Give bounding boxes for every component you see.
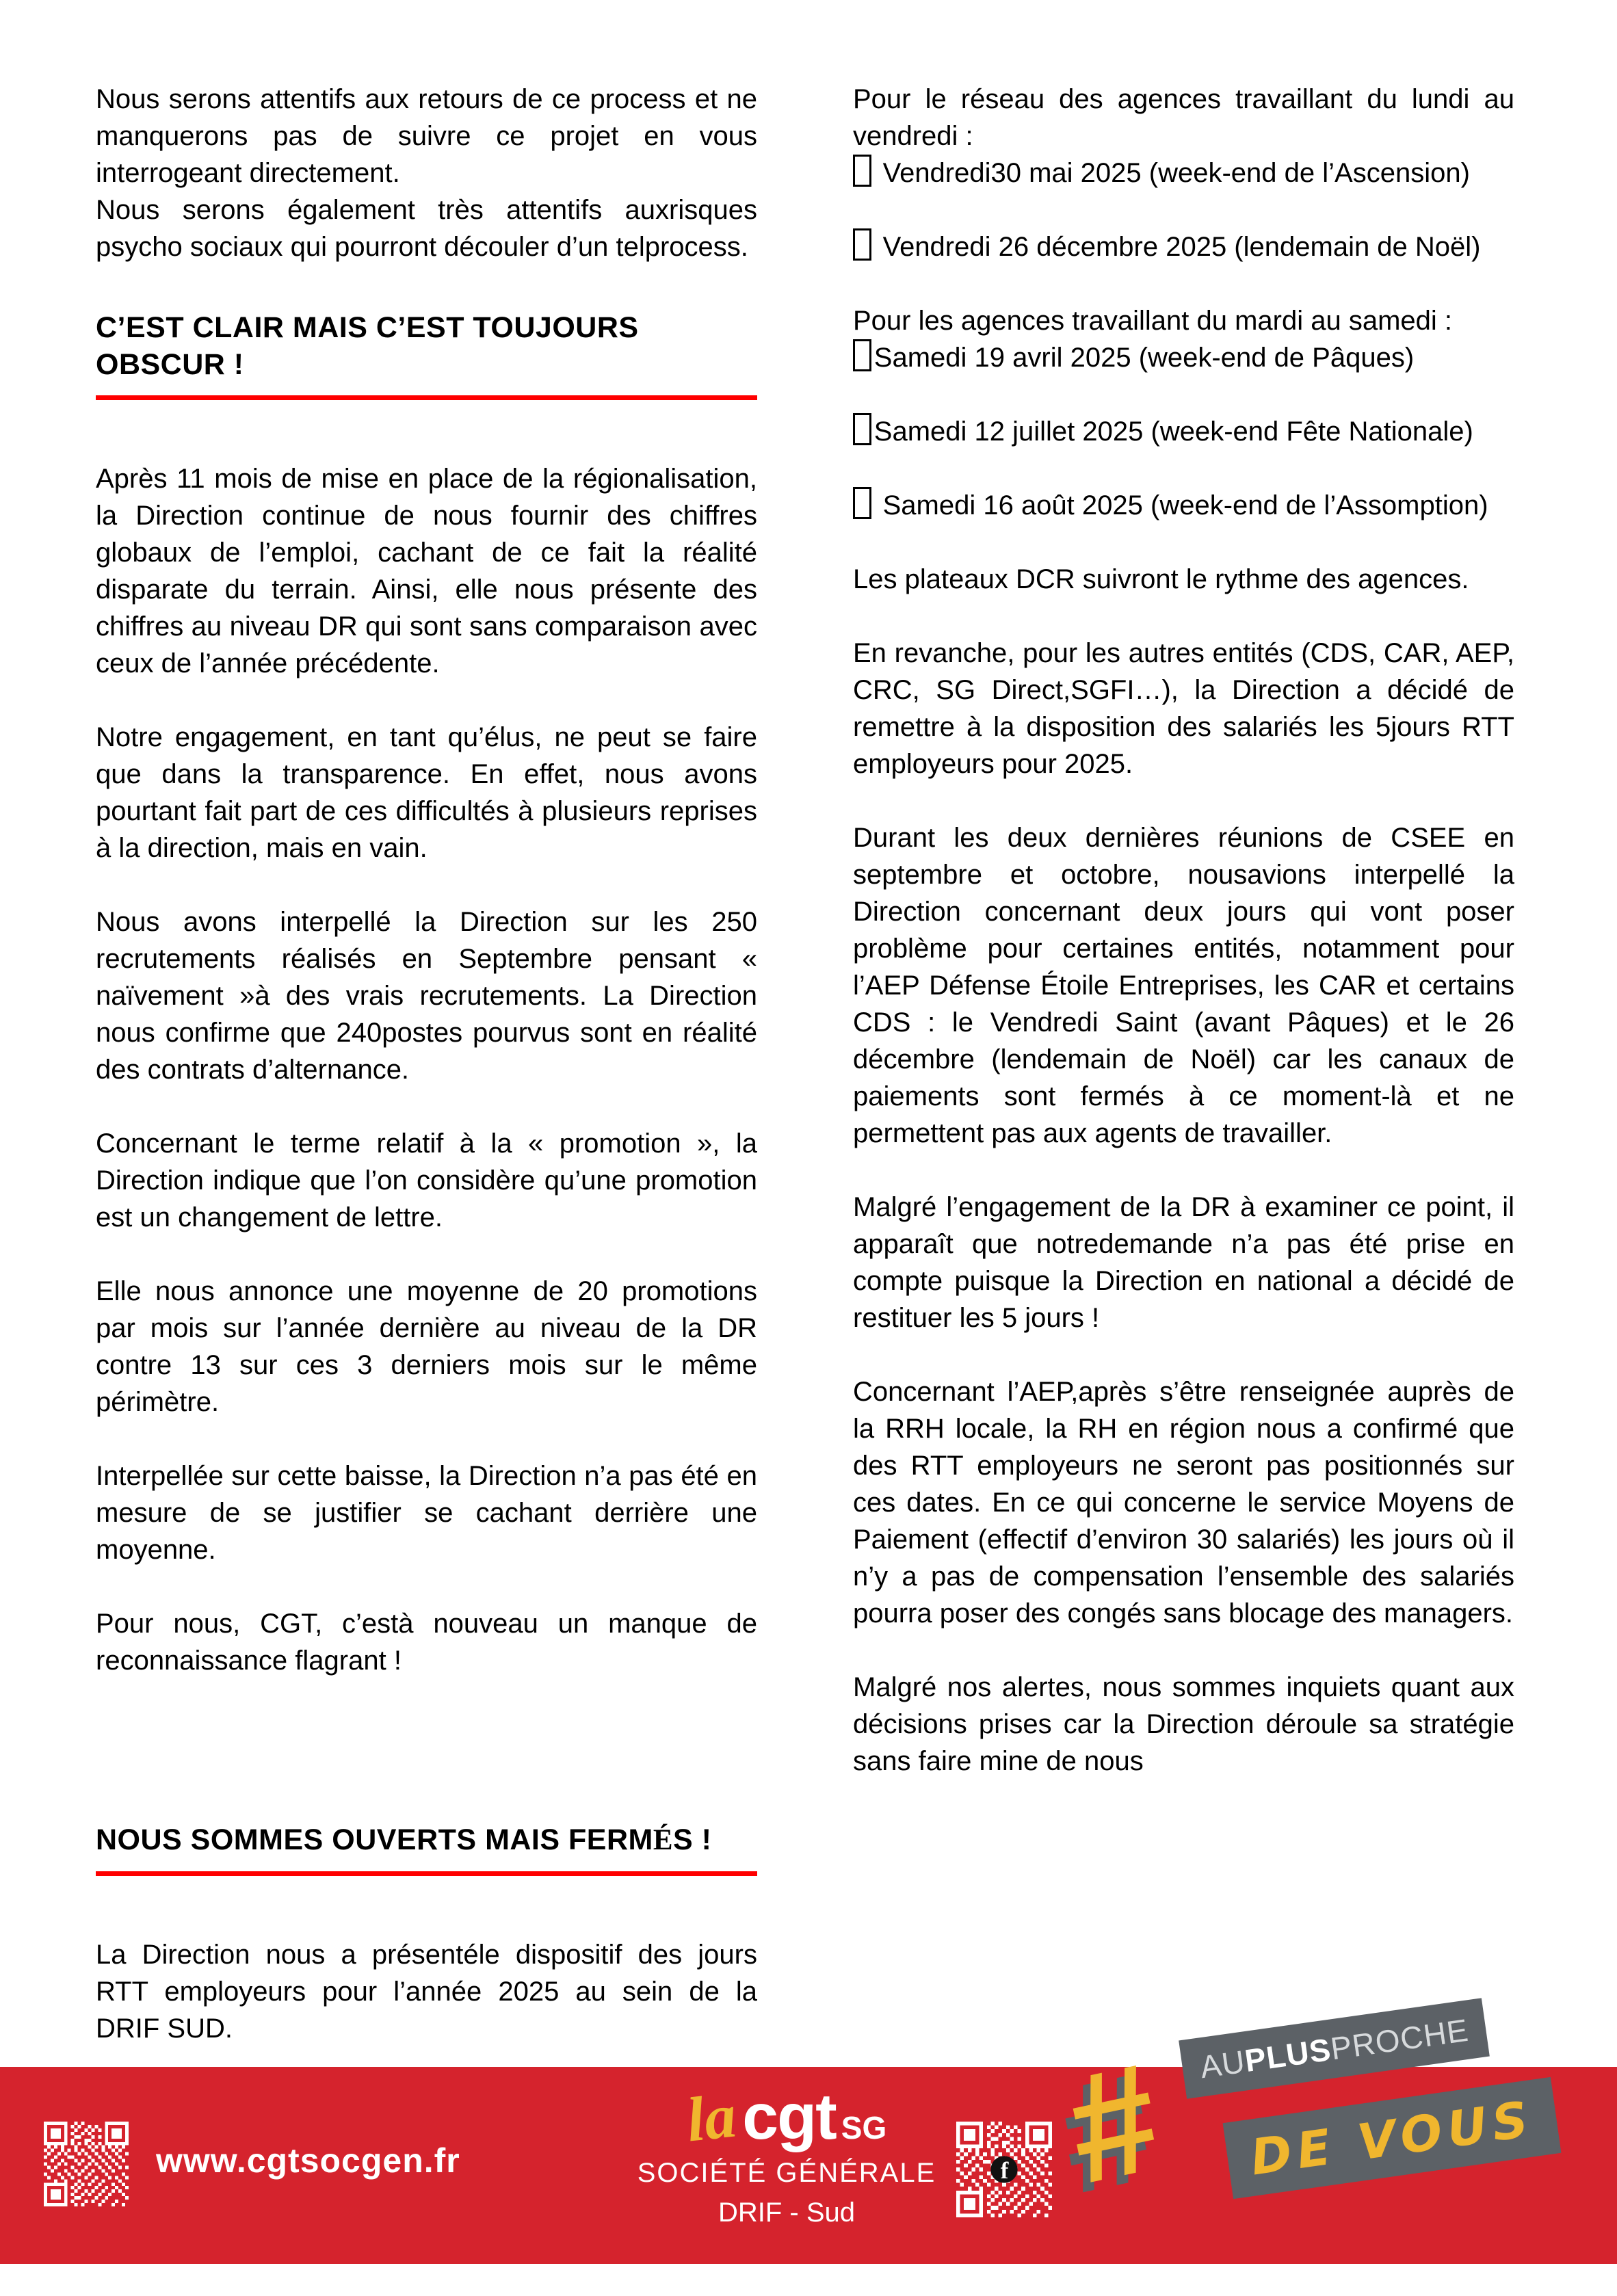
badge-line-de-vous: DE VOUS (1223, 2077, 1562, 2199)
tofu-box-icon (853, 339, 871, 371)
list-item-text: Samedi 12 juillet 2025 (week-end Fête Nationale) (873, 417, 1473, 447)
logo-cgt-text: cgt (742, 2081, 836, 2153)
list-item (853, 228, 1514, 265)
paragraph: Pour les agences travaillant du mardi au samedi : (853, 306, 1453, 336)
list-item-text: Vendredi30 mai 2025 (week-end de l’Ascension) (882, 158, 1470, 188)
paragraph: Nous serons attentifs aux retours de ce process et ne manquerons pas de suivre ce projet en vous interrogeant directement. (96, 84, 757, 188)
list-item (853, 339, 1514, 376)
left-column (96, 81, 757, 2158)
list-item (853, 155, 1514, 192)
logo-drif-sud: DRIF - Sud (718, 2198, 856, 2228)
paragraph: Après 11 mois de mise en place de la régionalisation, la Direction continue de nous fournir des chiffres globaux de l’emploi, cachant de ce fait la réalité disparate du terrain. Ainsi, elle nous présente des chiffres au niveau DR qui sont sans comparaison avec ceux de l’année précédente. (96, 464, 757, 678)
tofu-box-icon (853, 228, 871, 261)
list-item-text: Samedi 16 août 2025 (week-end de l’Assomption) (882, 490, 1488, 520)
heading-underline (96, 1871, 757, 1876)
paragraph: Concernant le terme relatif à la « promotion », la Direction indique que l’on considère qu’une promotion est un changement de lettre. (96, 1129, 757, 1232)
paragraph: Les plateaux DCR suivront le rythme des agences. (853, 564, 1469, 594)
list-item-text: Samedi 19 avril 2025 (week-end de Pâques) (873, 343, 1415, 373)
paragraph: Interpellée sur cette baisse, la Direction n’a pas été en mesure de se justifier se cachant derrière une moyenne. (96, 1461, 757, 1565)
paragraph: Nous serons également très attentifs auxrisques psycho sociaux qui pourront découler d’un telprocess. (96, 195, 757, 262)
badge-proche: PROCHE (1328, 2011, 1471, 2067)
paragraph: Notre engagement, en tant qu’élus, ne peut se faire que dans la transparence. En effet, nous avons pourtant fait part de ces difficultés à plusieurs reprises à la direction, mais en vain. (96, 722, 757, 863)
paragraph: Concernant l’AEP,après s’être renseignée auprès de la RRH locale, la RH en région nous a confirmé que des RTT employeurs ne seront pas positionnés sur ces dates. En ce qui concerne le service Moyens de Paiement (effectif d’environ 30 salariés) les jours où il n’y a pas de compensation l’ensemble des salariés pourra poser des congés sans blocage des managers. (853, 1377, 1514, 1628)
paragraph: Elle nous annonce une moyenne de 20 promotions par mois sur l’année dernière au niveau de la DR contre 13 sur ces 3 derniers mois sur le même périmètre. (96, 1276, 757, 1417)
logo-societe-generale: SOCIÉTÉ GÉNÉRALE (637, 2158, 936, 2188)
heading-text: S ! (673, 1823, 712, 1856)
paragraph: Malgré l’engagement de la DR à examiner ce point, il apparaît que notredemande n’a pas été prise en compte puisque la Direction en national a décidé de restituer les 5 jours ! (853, 1192, 1514, 1333)
tofu-box-icon (853, 487, 871, 519)
section-heading (96, 1821, 757, 1859)
paragraph: La Direction nous a présentéle dispositif des jours RTT employeurs pour l’année 2025 au sein de la DRIF SUD. (96, 1940, 757, 2044)
heading-underline (96, 395, 757, 400)
list-item (853, 487, 1514, 524)
logo-row-cgt (636, 2080, 937, 2155)
badge-plus: PLUS (1242, 2031, 1334, 2079)
paragraph: Pour le réseau des agences travaillant du lundi au vendredi : (853, 84, 1514, 151)
heading-text-serif-e: É (653, 1824, 674, 1856)
paragraph: Durant les deux dernières réunions de CSEE en septembre et octobre, nousavions interpellé la Direction concernant deux jours qui vont poser problème pour certaines entités, notamment pour l’AEP Défense Étoile Entreprises, les CAR et certains CDS : le Vendredi Saint (avant Pâques) et le 26 décembre (lendemain de Noël) car les canaux de paiements sont fermés à ce moment-là et ne permettent pas aux agents de travailler. (853, 823, 1514, 1148)
paragraph: Pour nous, CGT, c’està nouveau un manque de reconnaissance flagrant ! (96, 1609, 757, 1676)
au-plus-proche-badge (1053, 2011, 1537, 2258)
website-url: www.cgtsocgen.fr (156, 2141, 460, 2180)
two-column-body (96, 81, 1514, 2158)
qr-code-website-icon (44, 2122, 129, 2206)
list-item-text: Vendredi 26 décembre 2025 (lendemain de Noël) (882, 232, 1481, 262)
right-column (853, 81, 1514, 2158)
paragraph: En revanche, pour les autres entités (CDS, CAR, AEP, CRC, SG Direct,SGFI…), la Direction a décidé de remettre à la disposition des salariés les 5jours RTT employeurs pour 2025. (853, 638, 1514, 779)
qr-code-facebook-icon (956, 2122, 1052, 2217)
logo-sg-text: SG (841, 2110, 887, 2146)
logo-la-script: la (683, 2080, 739, 2155)
heading-text: NOUS SOMMES OUVERTS MAIS FERM (96, 1823, 653, 1856)
list-item (853, 413, 1514, 450)
paragraph: Malgré nos alertes, nous sommes inquiets quant aux décisions prises car la Direction déroule sa stratégie sans faire mine de nous (853, 1672, 1514, 1776)
cgt-sg-logo (636, 2080, 937, 2228)
section-heading: C’EST CLAIR MAIS C’EST TOUJOURS OBSCUR ! (96, 311, 639, 381)
tofu-box-icon (853, 413, 871, 445)
facebook-f-icon: f (1000, 2156, 1009, 2184)
tofu-box-icon (853, 155, 871, 187)
paragraph: Nous avons interpellé la Direction sur les 250 recrutements réalisés en Septembre pensant « naïvement »à des vrais recrutements. La Direction nous confirme que 240postes pourvus sont en réalité des contrats d’alternance. (96, 907, 757, 1085)
hashtag-icon: # (1053, 2029, 1173, 2217)
footer-band (0, 2011, 1617, 2264)
badge-au: AU (1198, 2043, 1248, 2085)
